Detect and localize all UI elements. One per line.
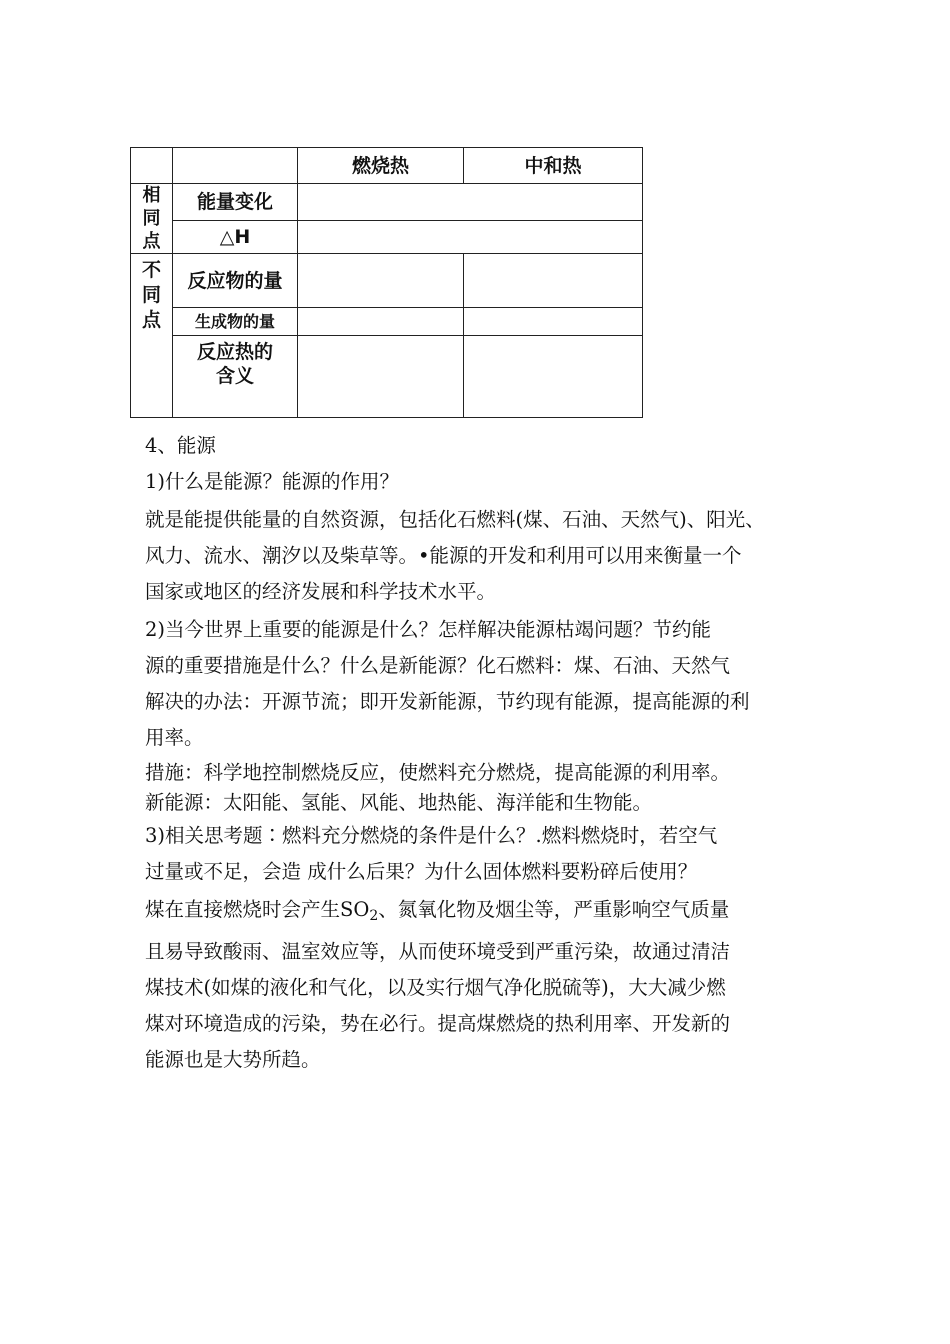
comparison-table xyxy=(130,147,643,418)
table-row xyxy=(131,336,643,418)
table-row xyxy=(131,220,643,253)
new-energy-line: 新能源：太阳能、氢能、风能、地热能、海洋能和生物能。 xyxy=(145,791,653,814)
header-cell-blank-2 xyxy=(173,148,298,184)
reactant-amount-text: 反应物的量 xyxy=(187,269,283,292)
row-label-product-amount: 生成物的量 xyxy=(173,308,298,336)
different-points-label xyxy=(131,254,173,418)
question-2-line: 用率。 xyxy=(145,726,204,749)
answer-3-post: 、氮氧化物及烟尘等，严重影响空气质量 xyxy=(378,898,730,921)
measures-line: 措施：科学地控制燃烧反应，使燃料充分燃烧，提高能源的利用率。 xyxy=(145,761,731,784)
body-text xyxy=(145,428,815,1078)
answer-3-line xyxy=(145,892,815,934)
answer-3-pre: 煤在直接燃烧时会产生SO xyxy=(145,898,370,921)
different-points-text: 不同点 xyxy=(141,259,161,331)
answer-3-line: 煤技术(如煤的液化和气化，以及实行烟气净化脱硫等)，大大减少燃 xyxy=(145,976,726,999)
table-header-row xyxy=(131,148,643,184)
answer-3 xyxy=(145,892,815,1078)
cell-delta-h-value xyxy=(298,220,643,253)
answer-1-line: 国家或地区的经济发展和科学技术水平。 xyxy=(145,580,497,603)
table-row xyxy=(131,254,643,308)
same-points-label xyxy=(131,184,173,254)
question-3-line: 3)相关思考题∶燃料充分燃烧的条件是什么？.燃料燃烧时，若空气 xyxy=(145,824,718,847)
header-cell-blank-1 xyxy=(131,148,173,184)
answer-3-line: 能源也是大势所趋。 xyxy=(145,1048,321,1071)
cell-reactant-neutralization xyxy=(464,254,643,308)
section-title: 4、能源 xyxy=(145,434,216,457)
row-label-heat-meaning xyxy=(173,336,298,418)
cell-product-combustion xyxy=(298,308,464,336)
question-1: 1)什么是能源？能源的作用？ xyxy=(145,470,400,493)
answer-1-line: 风力、流水、潮汐以及柴草等。•能源的开发和利用可以用来衡量一个 xyxy=(145,544,742,567)
heat-meaning-text: 反应热的含义 xyxy=(196,341,273,387)
question-2-line: 2)当今世界上重要的能源是什么？怎样解决能源枯竭问题？节约能 xyxy=(145,618,712,641)
question-2 xyxy=(145,612,815,756)
cell-product-neutralization xyxy=(464,308,643,336)
answer-1 xyxy=(145,502,815,610)
header-combustion-heat: 燃烧热 xyxy=(298,148,464,184)
cell-meaning-neutralization xyxy=(464,336,643,418)
cell-energy-change-value xyxy=(298,184,643,221)
table-row xyxy=(131,184,643,221)
so2-subscript: 2 xyxy=(369,908,379,924)
row-label-reactant-amount xyxy=(173,254,298,308)
header-neutralization-heat: 中和热 xyxy=(464,148,643,184)
question-2-line: 解决的办法：开源节流；即开发新能源，节约现有能源，提高能源的利 xyxy=(145,690,750,713)
row-label-delta-h: △H xyxy=(173,220,298,253)
cell-reactant-combustion xyxy=(298,254,464,308)
answer-3-line: 且易导致酸雨、温室效应等，从而使环境受到严重污染，故通过清洁 xyxy=(145,940,731,963)
question-3-line: 过量或不足，会造 成什么后果？为什么固体燃料要粉碎后使用？ xyxy=(145,860,698,883)
row-label-energy-change: 能量变化 xyxy=(173,184,298,221)
answer-1-line: 就是能提供能量的自然资源，包括化石燃料(煤、石油、天然气)、阳光、 xyxy=(145,508,765,531)
table-row xyxy=(131,308,643,336)
cell-meaning-combustion xyxy=(298,336,464,418)
same-points-text: 相同点 xyxy=(142,185,161,252)
question-2-line: 源的重要措施是什么？什么是新能源？化石燃料：煤、石油、天然气 xyxy=(145,654,731,677)
question-3 xyxy=(145,818,815,890)
answer-3-line: 煤对环境造成的污染，势在必行。提高煤燃烧的热利用率、开发新的 xyxy=(145,1012,731,1035)
